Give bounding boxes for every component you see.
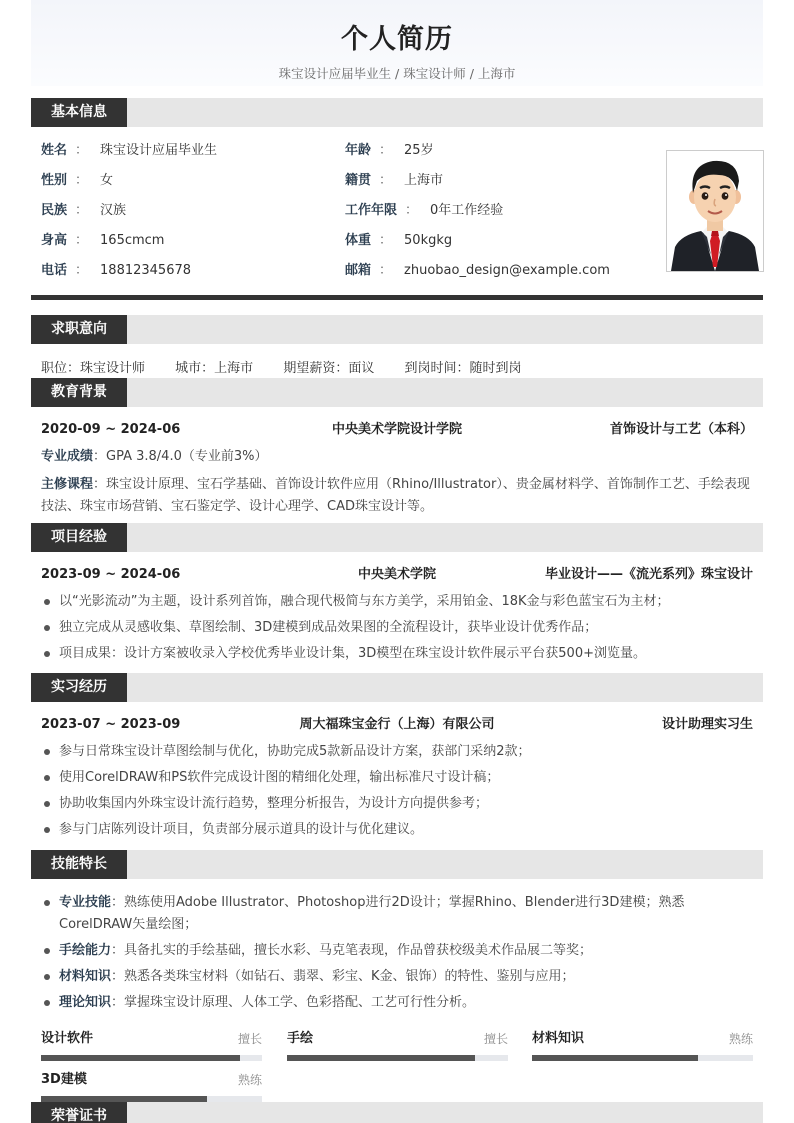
skill-label: 材料知识 xyxy=(59,969,112,984)
info-colon: ： xyxy=(379,143,393,158)
skill-bar-name: 设计软件 xyxy=(41,1031,94,1046)
info-age xyxy=(345,141,434,161)
info-origin xyxy=(345,171,443,191)
section-title: 求职意向 xyxy=(31,315,127,344)
list-item xyxy=(41,966,757,988)
info-label: 性别 xyxy=(41,173,68,188)
section-education xyxy=(31,378,763,407)
info-work-years xyxy=(345,201,503,221)
skill-bar-track xyxy=(287,1055,508,1061)
info-colon: ： xyxy=(75,263,89,278)
internship-row xyxy=(41,715,753,735)
info-value: 珠宝设计应届毕业生 xyxy=(100,143,218,158)
job-intent-row xyxy=(41,357,547,376)
section-title: 教育背景 xyxy=(31,378,127,407)
project-row xyxy=(41,565,753,585)
info-height xyxy=(41,231,164,251)
info-colon: ： xyxy=(75,203,89,218)
info-label: 身高 xyxy=(41,233,68,248)
section-skills xyxy=(31,850,763,879)
skill-bar xyxy=(41,1029,262,1061)
skill-bar-level: 擅长 xyxy=(483,1032,508,1046)
internship-role: 设计助理实习生 xyxy=(661,717,753,732)
skill-bar-track xyxy=(41,1055,262,1061)
section-basic-info xyxy=(31,98,763,127)
skill-bar xyxy=(532,1029,753,1061)
info-value: 0年工作经验 xyxy=(430,203,504,218)
info-colon: ： xyxy=(75,173,89,188)
info-ethnicity xyxy=(41,201,126,221)
skill-label: 专业技能 xyxy=(59,895,112,910)
list-item: 独立完成从灵感收集、草图绘制、3D建模到成品效果图的全流程设计，获毕业设计优秀作品； xyxy=(41,617,757,639)
intent-position: 职位：珠宝设计师 xyxy=(41,361,146,376)
project-name: 毕业设计——《流光系列》珠宝设计 xyxy=(544,567,753,582)
info-value: zhuobao_design@example.com xyxy=(404,263,610,278)
list-item xyxy=(41,892,757,936)
info-label: 邮箱 xyxy=(345,263,372,278)
info-phone xyxy=(41,261,191,281)
skill-bar-name: 手绘 xyxy=(287,1031,314,1046)
resume-header xyxy=(31,0,763,86)
section-title: 技能特长 xyxy=(31,850,127,879)
page-subtitle: 珠宝设计应届毕业生 / 珠宝设计师 / 上海市 xyxy=(278,66,516,81)
skills-bullets xyxy=(41,892,757,1018)
section-internship xyxy=(31,673,763,702)
skill-text: ：掌握珠宝设计原理、人体工学、色彩搭配、工艺可行性分析。 xyxy=(111,995,476,1010)
section-title: 基本信息 xyxy=(31,98,127,127)
info-gender xyxy=(41,171,113,191)
internship-period: 2023-07 ~ 2023-09 xyxy=(41,717,181,732)
list-item: 项目成果：设计方案被收录入学校优秀毕业设计集，3D模型在珠宝设计软件展示平台获500+浏览量。 xyxy=(41,643,757,665)
skill-bar xyxy=(287,1029,508,1061)
gpa-value: ：GPA 3.8/4.0（专业前3%） xyxy=(93,449,268,464)
info-colon: ： xyxy=(379,173,393,188)
skill-bar xyxy=(41,1070,262,1102)
info-value: 25岁 xyxy=(404,143,434,158)
skill-bar-level: 熟练 xyxy=(237,1073,262,1087)
section-title: 项目经验 xyxy=(31,523,127,552)
info-colon: ： xyxy=(405,203,419,218)
education-gpa xyxy=(41,446,753,468)
info-label: 籍贯 xyxy=(345,173,372,188)
education-school: 中央美术学院设计学院 xyxy=(331,422,462,437)
gpa-label: 专业成绩 xyxy=(41,449,94,464)
education-major: 首饰设计与工艺（本科） xyxy=(609,422,753,437)
info-colon: ： xyxy=(75,143,89,158)
info-name xyxy=(41,141,217,161)
project-bullets xyxy=(41,591,757,669)
list-item: 参与日常珠宝设计草图绘制与优化，协助完成5款新品设计方案，获部门采纳2款； xyxy=(41,741,757,763)
info-label: 工作年限 xyxy=(345,203,398,218)
skill-text: ：熟悉各类珠宝材料（如钻石、翡翠、彩宝、K金、银饰）的特性、鉴别与应用； xyxy=(111,969,575,984)
info-colon: ： xyxy=(75,233,89,248)
info-value: 50kgkg xyxy=(404,233,453,248)
skill-bar-fill xyxy=(532,1055,698,1061)
section-projects xyxy=(31,523,763,552)
list-item: 以“光影流动”为主题，设计系列首饰，融合现代极简与东方美学，采用铂金、18K金与彩色蓝宝石为主材； xyxy=(41,591,757,613)
courses-value: ：珠宝设计原理、宝石学基础、首饰设计软件应用（Rhino/Illustrator）、贵金属材料学、首饰制作工艺、手绘表现技法、珠宝市场营销、宝石鉴定学、设计心理学、CAD珠宝设计等。 xyxy=(41,477,750,514)
skill-bar-level: 熟练 xyxy=(728,1032,753,1046)
info-colon: ： xyxy=(379,233,393,248)
section-job-intent xyxy=(31,315,763,344)
project-org: 中央美术学院 xyxy=(357,567,436,582)
page-title: 个人简历 xyxy=(341,24,453,55)
avatar xyxy=(666,150,764,272)
skill-text: ：具备扎实的手绘基础，擅长水彩、马克笔表现，作品曾获校级美术作品展二等奖； xyxy=(111,943,593,958)
info-value: 上海市 xyxy=(404,173,444,188)
info-colon: ： xyxy=(379,263,393,278)
divider xyxy=(31,295,763,300)
intent-city: 城市：上海市 xyxy=(175,361,254,376)
intent-salary: 期望薪资：面议 xyxy=(283,361,375,376)
info-label: 民族 xyxy=(41,203,68,218)
education-courses xyxy=(41,474,753,518)
avatar-illustration xyxy=(667,151,763,271)
list-item: 使用CorelDRAW和PS软件完成设计图的精细化处理，输出标准尺寸设计稿； xyxy=(41,767,757,789)
skill-bar-fill xyxy=(287,1055,475,1061)
info-value: 汉族 xyxy=(100,203,127,218)
internship-bullets xyxy=(41,741,757,845)
list-item xyxy=(41,992,757,1014)
info-value: 女 xyxy=(100,173,114,188)
list-item xyxy=(41,940,757,962)
skill-bar-fill xyxy=(41,1055,240,1061)
info-label: 电话 xyxy=(41,263,68,278)
skill-bar-track xyxy=(532,1055,753,1061)
list-item: 协助收集国内外珠宝设计流行趋势，整理分析报告，为设计方向提供参考； xyxy=(41,793,757,815)
skill-label: 理论知识 xyxy=(59,995,112,1010)
intent-available: 到岗时间：随时到岗 xyxy=(404,361,522,376)
education-row xyxy=(41,420,753,440)
project-period: 2023-09 ~ 2024-06 xyxy=(41,567,181,582)
info-label: 年龄 xyxy=(345,143,372,158)
info-label: 体重 xyxy=(345,233,372,248)
skill-bar-name: 3D建模 xyxy=(41,1072,87,1087)
list-item: 参与门店陈列设计项目，负责部分展示道具的设计与优化建议。 xyxy=(41,819,757,841)
courses-label: 主修课程 xyxy=(41,477,94,492)
internship-company: 周大福珠宝金行（上海）有限公司 xyxy=(299,717,495,732)
skill-text: ：熟练使用Adobe Illustrator、Photoshop进行2D设计；掌握Rhino、Blender进行3D建模；熟悉CorelDRAW矢量绘图； xyxy=(59,895,685,932)
skill-bar-name: 材料知识 xyxy=(532,1031,585,1046)
skill-label: 手绘能力 xyxy=(59,943,112,958)
section-title: 荣誉证书 xyxy=(31,1102,127,1123)
education-period: 2020-09 ~ 2024-06 xyxy=(41,422,181,437)
skill-bar-level: 擅长 xyxy=(237,1032,262,1046)
section-title: 实习经历 xyxy=(31,673,127,702)
section-honors xyxy=(31,1102,763,1123)
info-value: 18812345678 xyxy=(100,263,192,278)
info-value: 165cmcm xyxy=(100,233,165,248)
info-email xyxy=(345,261,610,281)
info-weight xyxy=(345,231,452,251)
info-label: 姓名 xyxy=(41,143,68,158)
